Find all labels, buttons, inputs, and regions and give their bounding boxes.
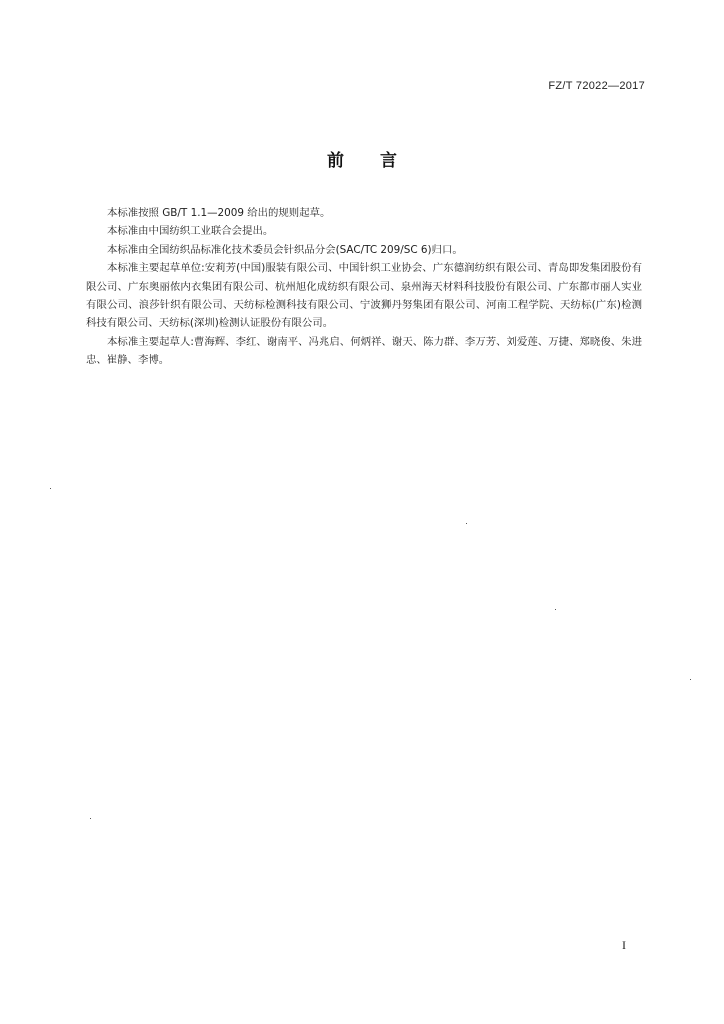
paragraph-drafting-rules: 本标准按照 GB/T 1.1—2009 给出的规则起草。 xyxy=(107,207,331,219)
paragraph-technical-committee: 本标准由全国纺织品标准化技术委员会针织品分会(SAC/TC 209/SC 6)归口。 xyxy=(107,243,463,256)
page-number: I xyxy=(622,938,626,952)
scan-speck xyxy=(50,488,51,489)
page-title: 前言 xyxy=(327,151,433,171)
foreword-body xyxy=(86,204,642,370)
scan-speck xyxy=(466,523,467,524)
paragraph-drafters: 本标准主要起草人:曹海辉、李红、谢南平、冯兆启、何炳祥、谢天、陈力群、李万芳、刘爱莲、万捷、郑晓俊、朱进忠、崔静、李博。 xyxy=(86,335,642,367)
document-code: FZ/T 72022—2017 xyxy=(548,80,645,92)
paragraph-drafting-organizations: 本标准主要起草单位:安莉芳(中国)服装有限公司、中国针织工业协会、广东德润纺织有限公司、青岛即发集团股份有限公司、广东奥丽侬内衣集团有限公司、杭州旭化成纺织有限公司、泉州海天材料科技股份有限公司、广东都市丽人实业有限公司、浪莎针织有限公司、天纺标检测科技有限公司、宁波狮丹努集团有限公司、河南工程学院、天纺标(广东)检测科技有限公司、天纺标(深圳)检测认证股份有限公司。 xyxy=(86,262,642,330)
scan-speck xyxy=(90,818,91,819)
scan-speck xyxy=(555,609,556,610)
paragraph-proposer: 本标准由中国纺织工业联合会提出。 xyxy=(107,225,274,238)
scan-speck xyxy=(690,679,691,680)
